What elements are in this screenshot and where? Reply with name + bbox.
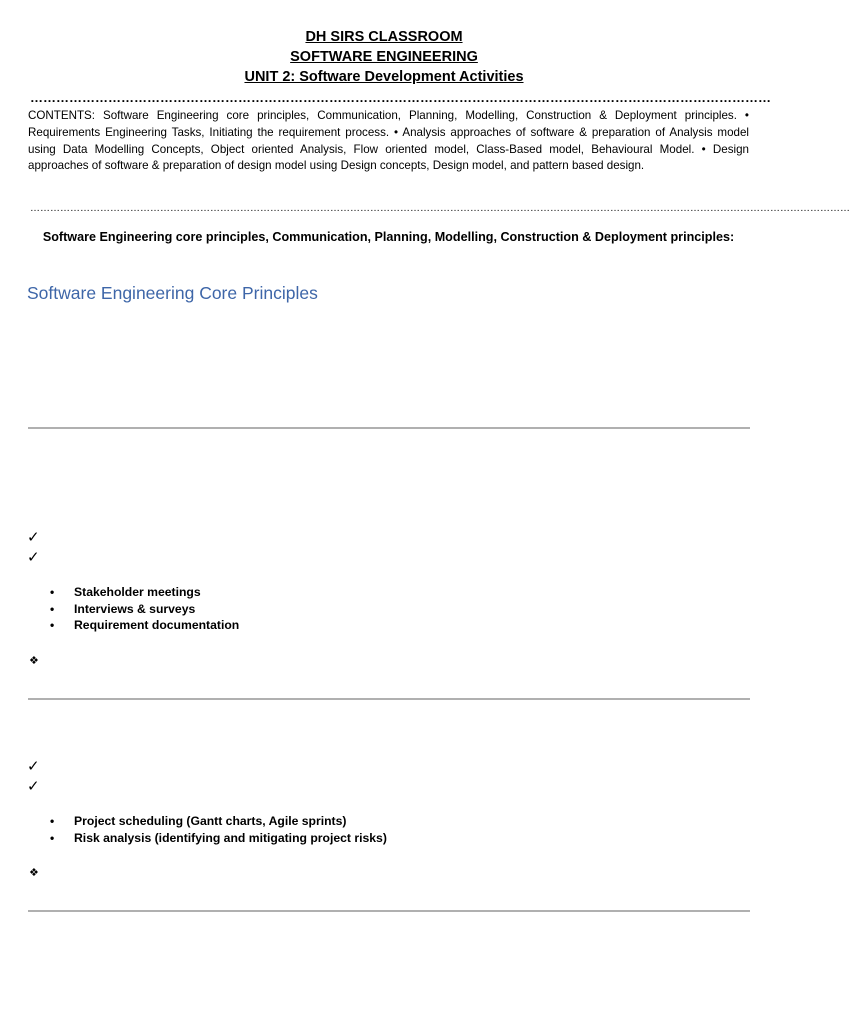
bullet-list-requirements: [50, 584, 239, 634]
checkmark-icon: ✓: [27, 529, 40, 546]
checkmark-icon: ✓: [27, 758, 40, 775]
list-item-text: Requirement documentation: [74, 618, 240, 633]
horizontal-rule: [28, 427, 750, 429]
list-item-text: Project scheduling (Gantt charts, Agile sprints): [74, 814, 347, 828]
list-item-text: Interviews & surveys: [74, 601, 196, 616]
diamond-icon: ❖: [29, 867, 39, 879]
checkmark-icon: ✓: [27, 778, 40, 795]
bullet-icon: •: [50, 814, 55, 828]
bullet-icon: •: [50, 585, 55, 599]
header-classroom: DH SIRS CLASSROOM: [305, 29, 463, 45]
list-item: [50, 813, 387, 830]
list-item-text: Risk analysis (identifying and mitigating project risks): [74, 830, 387, 845]
list-item: [50, 617, 239, 634]
contents-paragraph: CONTENTS: Software Engineering core principles, Communication, Planning, Modelling, Construction & Deployment principles. • Requirements Engineering Tasks, Initiating the requirement process. • Analysis approaches of software & preparation of Analysis model using Data Modelling Concepts, Object oriented Analysis, Flow oriented model, Class-Based model, Behavioural Model. • Design approaches of software & preparation of design model using Design concepts, Design model, and pattern based design.: [28, 109, 749, 173]
bullet-icon: •: [50, 601, 55, 616]
diamond-icon: ❖: [29, 655, 39, 667]
horizontal-rule: [28, 910, 750, 912]
header-subject: SOFTWARE ENGINEERING: [290, 49, 478, 65]
list-item: [50, 601, 239, 618]
header-unit-title: UNIT 2: Software Development Activities: [244, 69, 524, 85]
list-item-text: Stakeholder meetings: [74, 585, 201, 599]
bullet-icon: •: [50, 830, 55, 845]
checkmark-icon: ✓: [27, 549, 40, 566]
section-heading: Software Engineering core principles, Communication, Planning, Modelling, Construction & Deployment principles:: [42, 230, 735, 244]
bullet-icon: •: [50, 618, 55, 633]
bullet-list-planning: [50, 813, 387, 846]
core-principles-heading: Software Engineering Core Principles: [27, 283, 318, 303]
horizontal-rule: [28, 698, 750, 700]
list-item: [50, 584, 239, 601]
list-item: [50, 830, 387, 847]
separator-bold: ………………………………………………………………………………………………………………………………………………………: [30, 90, 771, 105]
separator-thin: …………………………………………………………………………………………………………………………………………………………………………………………………………………………: [30, 203, 850, 214]
